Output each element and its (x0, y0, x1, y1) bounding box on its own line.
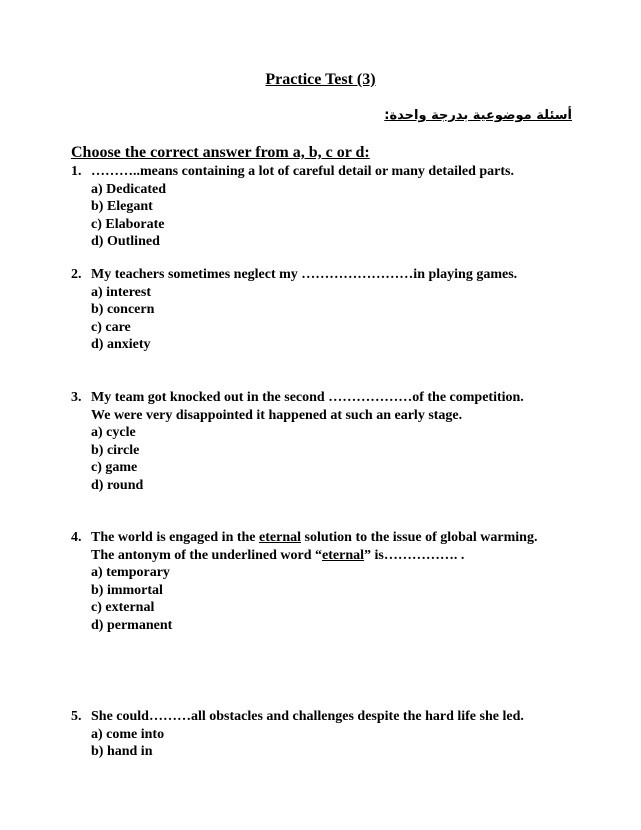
instruction: Choose the correct answer from a, b, c or d: (71, 144, 370, 161)
question-text (91, 529, 537, 547)
option-b[interactable]: b) concern (91, 302, 155, 317)
question-text: ………..means containing a lot of careful detail or many detailed parts. (91, 164, 514, 179)
option-c[interactable]: c) external (91, 600, 155, 615)
question-number: 5. (71, 709, 82, 724)
option-a[interactable]: a) interest (91, 284, 151, 300)
option-d[interactable]: d) Outlined (91, 234, 160, 249)
option-d[interactable]: d) anxiety (91, 337, 151, 352)
question-text: My team got knocked out in the second ………………of the competition. (91, 390, 524, 405)
question-4 (71, 529, 591, 634)
question-2 (71, 266, 591, 354)
option-b[interactable]: b) immortal (91, 582, 163, 598)
option-c[interactable]: c) care (91, 319, 131, 335)
option-b[interactable]: b) circle (91, 442, 140, 458)
option-c[interactable]: c) game (91, 460, 138, 475)
antonym-prompt-start: The antonym of the underlined word “ (91, 547, 323, 563)
underlined-word: eternal (322, 547, 365, 563)
option-a[interactable]: a) Dedicated (91, 181, 167, 197)
question-5 (71, 708, 591, 761)
underlined-word: eternal (259, 530, 301, 545)
arabic-heading: أسئلة موضوعية بدرجة واحدة: (384, 108, 572, 123)
question-number: 2. (71, 267, 82, 282)
question-number: 3. (71, 390, 82, 405)
question-text-start: The world is engaged in the (91, 530, 260, 545)
question-text-line-2: We were very disappointed it happened at such an early stage. (91, 407, 463, 423)
option-c[interactable]: c) Elaborate (91, 216, 165, 232)
option-b[interactable]: b) Elegant (91, 199, 153, 214)
question-text-line-2 (71, 547, 591, 565)
question-number: 4. (71, 530, 82, 545)
question-1 (71, 163, 591, 251)
option-d[interactable]: d) permanent (91, 617, 173, 633)
question-text-end: solution to the issue of global warming. (301, 530, 538, 545)
question-text: She could………all obstacles and challenges despite the hard life she led. (91, 709, 524, 724)
option-d[interactable]: d) round (91, 477, 144, 493)
question-text: My teachers sometimes neglect my ……………………in playing games. (91, 267, 518, 282)
question-3 (71, 389, 591, 494)
option-a[interactable]: a) come into (91, 726, 165, 742)
antonym-prompt-end: ” is……………. . (364, 547, 465, 563)
question-number: 1. (71, 164, 82, 179)
option-a[interactable]: a) cycle (91, 425, 136, 440)
option-b[interactable]: b) hand in (91, 744, 153, 759)
option-a[interactable]: a) temporary (91, 565, 170, 580)
page-title: Practice Test (3) (265, 71, 376, 88)
